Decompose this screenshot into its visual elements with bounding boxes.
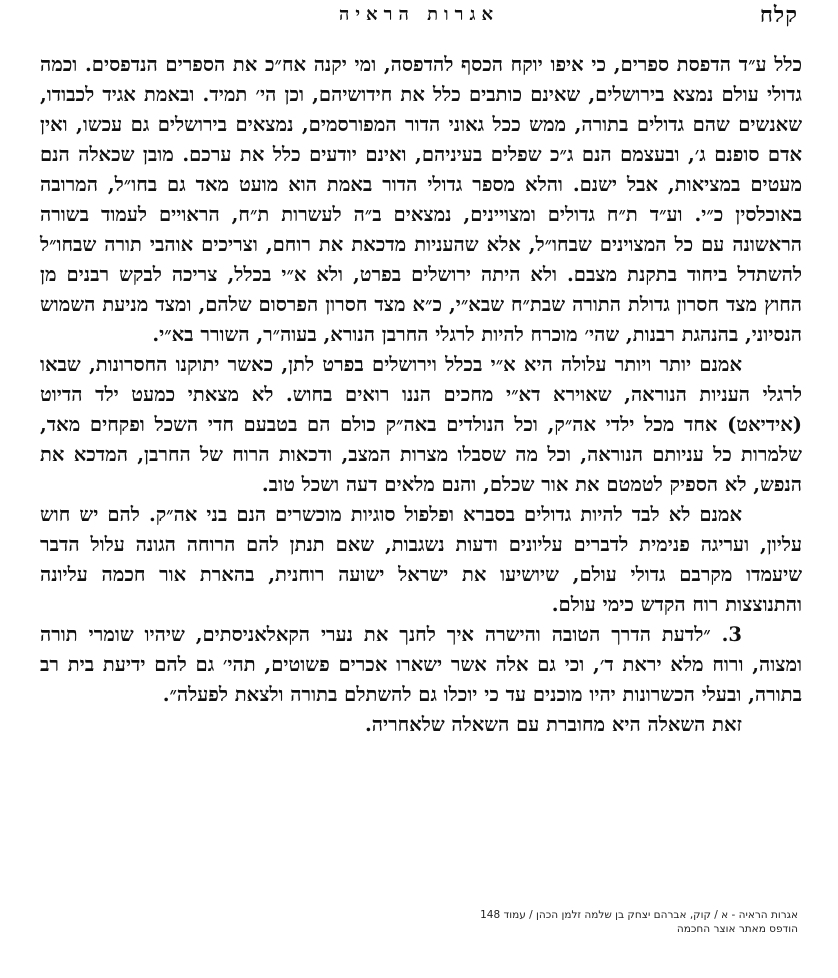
paragraph-1: כלל ע״ד הדפסת ספרים, כי איפו יוקח הכסף להדפסה, ומי יקנה אח״כ את הספרים הנדפסים. וכמה גדולי עולם נמצא בירושלים, שאינם כותבים כלל את חידושיהם, וכן הי׳ תמיד. ובאמת אגיד לכבודו, שאנשים שהם גדולים בתורה, ממש ככל גאוני הדור המפורסמים, נמצאים בירושלים גם עכשו, ואין אדם סופנם ג׳, ובעצמם הנם ג״כ שפלים בעיניהם, ואינם יודעים כלל את ערכם. מובן שכאלה הנם מעטים במציאות, אבל ישנם. והלא מספר גדולי הדור באמת הוא מועט מאד גם בחו״ל, המרובה באוכלסין כ״י. וע״ד ת״ח גדולים ומצויינים, נמצאים ב״ה לעשרות ת״ח, הראויים לעמוד בשורה הראשונה עם כל המצוינים שבחו״ל, אלא שהעניות מדכאת את רוחם, וצריכים אוהבי תורה שבחו״ל להשתדל ביחוד בתקנת מצבם. ולא היתה ירושלים בפרט, ולא א״י בכלל, צריכה לבקש רבנים מן החוץ מצד חסרון גדולת התורה שבת״ח שבא״י, כ״א מצד חסרון הפרסום שלהם, ומצד מניעת השמוש הנסיוני, בהנהגת רבנות, שהי׳ מוכרח להיות לרגלי החרבן הנורא, בעוה״ר, השורר בא״י. — [40, 53, 802, 346]
running-header — [40, 2, 798, 30]
paragraph-5: זאת השאלה היא מחוברת עם השאלה שלאחריה. — [364, 713, 742, 736]
paragraph-2: אמנם יותר ויותר עלולה היא א״י בכלל וירושלים בפרט לתן, כאשר יתוקנו החסרונות, שבאו לרגלי העניות הנוראה, שאוירא דא״י מחכים הננו רואים בחוש. לא מצאתי כמעט ילד הדיוט (אידיאט) אחד מכל ילדי אה״ק, וכל הנולדים באה״ק כולם הם בטבעם חדי השכל ופקחים מאד, שלמרות כל עניותם הנוראה, וכל מה שסבלו מצרות המצב, ודכאות הרוח של החרבן, המדכא את הנפש, לא הספיק לטמטם את אור שכלם, והנם מלאים דעה ושכל טוב. — [40, 353, 802, 496]
paragraph-3: אמנם לא לבד להיות גדולים בסברא ופלפול סוגיות מוכשרים הנם בני אה״ק. להם יש חוש עליון, ועריגה פנימית לדברים עליונים ודעות נשגבות, שאם תנתן להם הרוחה הגונה עלול הדבר שיעמדו מקרבם גדולי עולם, שיושיעו את ישראל ישועה רוחנית, בהארת אור חכמה עליונה והתנוצצות רוח הקדש כימי עולם. — [40, 503, 802, 616]
paragraph-4-numbered-question: 3. ״לדעת הדרך הטובה והישרה איך לחנך את נערי הקאלאניסתים, שיהיו שומרי תורה ומצוה, ורוח מלא יראת ד׳, וכי גם אלה אשר ישארו אכרים פשוטים, תהי׳ גם להם ידיעת בית רב בתורה, ובעלי הכשרונות יהיו מוכנים עד כי יוכלו גם להשתלם בתורה ולצאת לפעלה״. — [40, 623, 802, 706]
body-text — [40, 50, 802, 740]
source-citation: אגרות הראיה - א / קוק, אברהם יצחק בן שלמה זלמן הכהן / עמוד 148 — [480, 909, 798, 921]
source-footer — [480, 908, 798, 936]
page-number: קלח — [759, 2, 798, 28]
book-title: אגרות הראיה — [338, 4, 500, 25]
printed-from-note: הודפס מאתר אוצר החכמה — [676, 923, 798, 935]
